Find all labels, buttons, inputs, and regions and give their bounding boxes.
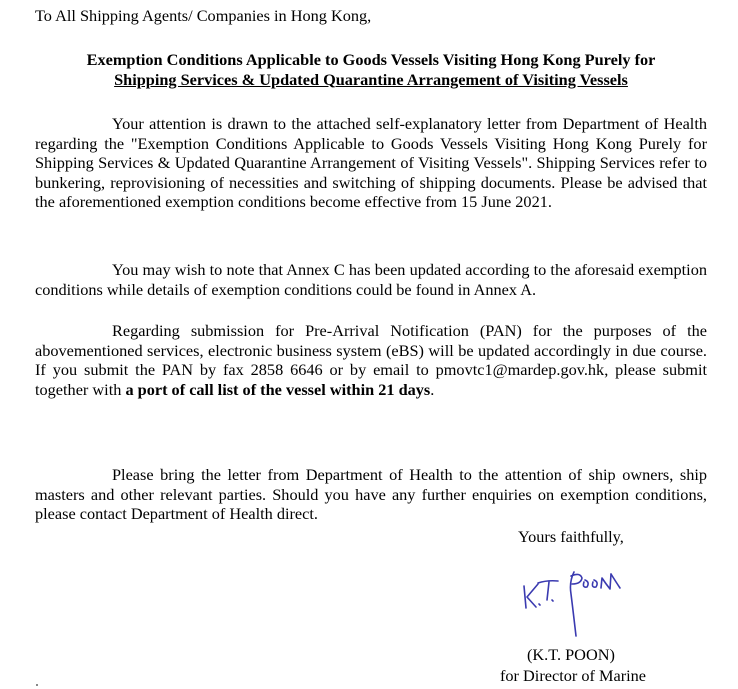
closing-line: Yours faithfully, xyxy=(518,527,624,546)
paragraph-pan-submission xyxy=(35,321,707,399)
letter-title xyxy=(35,50,707,89)
signer-title: for Director of Marine xyxy=(500,666,647,685)
port-of-call-requirement: a port of call list of the vessel within 21 days xyxy=(125,379,431,399)
salutation: To All Shipping Agents/ Companies in Hong Kong, xyxy=(35,6,372,25)
paragraph-enquiries: Please bring the letter from Department of Health to the attention of ship owners, ship masters and other relevant parties. Should you have any further enquiries on exemption conditions, please contact Department of Health direct. xyxy=(35,465,707,523)
signer-name: (K.T. POON) xyxy=(527,645,615,664)
paragraph-exemption-notice: Your attention is drawn to the attached self-explanatory letter from Department of Health regarding the "Exemption Conditions Applicable to Goods Vessels Visiting Hong Kong Purely for Shipping Services & Updated Quarantine Arrangement of Visiting Vessels". Shipping Services refer to bunkering, reprovisioning of necessities and switching of shipping documents. Please be advised that the aforementioned exemption conditions become effective from 15 June 2021. xyxy=(35,114,707,211)
handwritten-signature xyxy=(516,560,626,640)
paragraph-annex-update: You may wish to note that Annex C has been updated according to the aforesaid exemption conditions while details of exemption conditions could be found in Annex A. xyxy=(35,260,707,299)
page-margin-mark xyxy=(36,684,38,686)
title-line-1: Exemption Conditions Applicable to Goods Vessels Visiting Hong Kong Purely for xyxy=(86,50,656,69)
pan-submission-end: . xyxy=(430,379,435,399)
pan-submission-text: Regarding submission for Pre-Arrival Notification (PAN) for the purposes of the abovementioned services, electronic business system (eBS) will be updated accordingly in due course. If you submit the PAN by fax 2858 6646 or by email to pmovtc1@mardep.gov.hk, please submit together with xyxy=(35,321,707,399)
title-line-2: Shipping Services & Updated Quarantine Arrangement of Visiting Vessels xyxy=(114,69,628,89)
